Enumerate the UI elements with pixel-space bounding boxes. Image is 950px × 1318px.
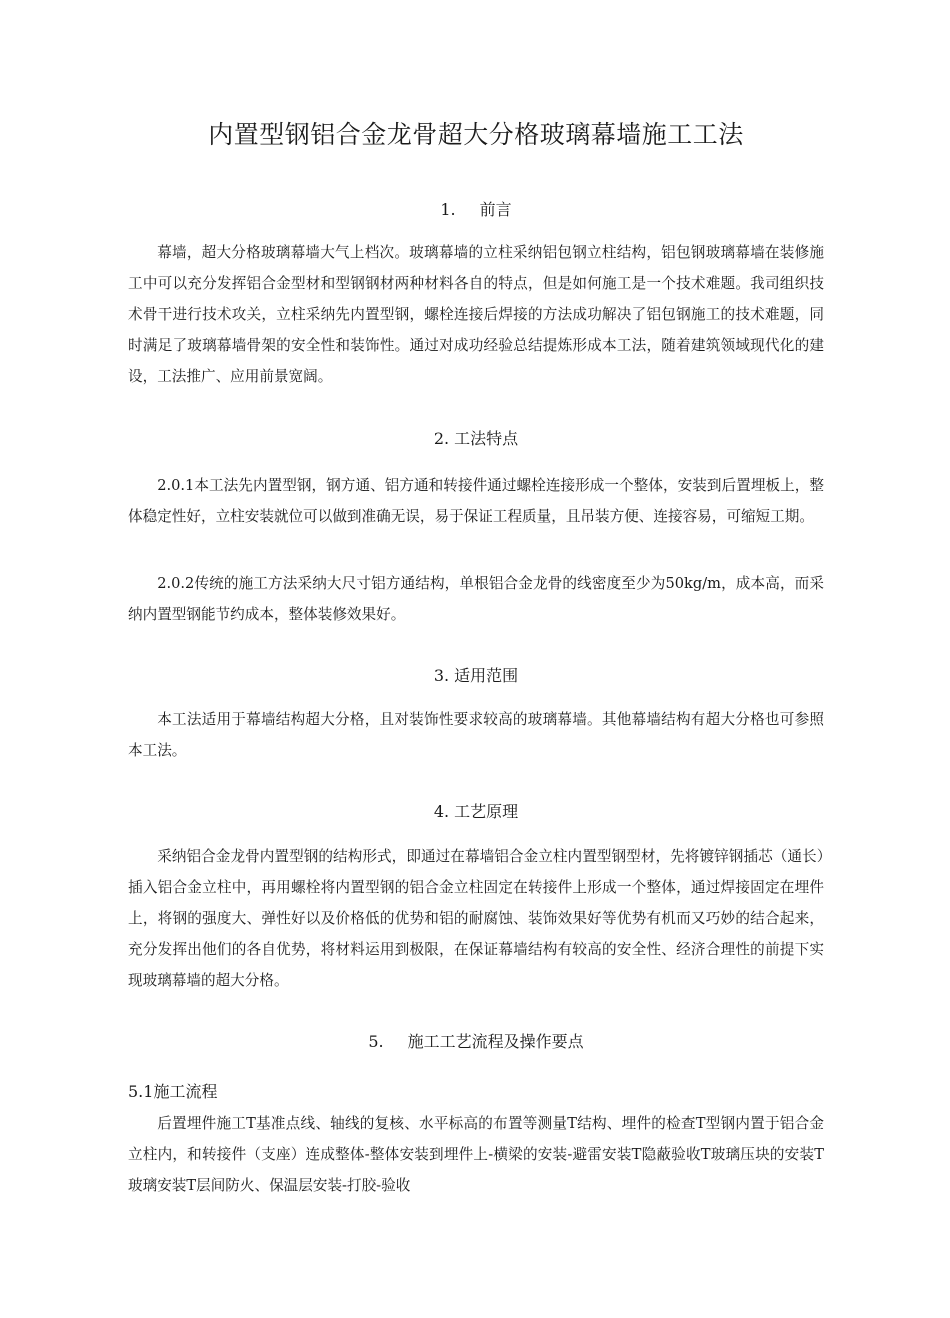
section-title: 施工工艺流程及操作要点 [407, 1032, 584, 1051]
subsection-5-1-paragraph: 后置埋件施工T基准点线、轴线的复核、水平标高的布置等测量T结构、埋件的检查T型钢内置于铝合金立柱内，和转接件（支座）连成整体-整体安装到埋件上-横梁的安装-避雷安装T隐蔽验收T玻璃压块的安装T玻璃安装T层间防火、保温层安装-打胶-验收 [128, 1115, 824, 1194]
section-5-heading [128, 1031, 824, 1053]
section-title: 前言 [479, 200, 512, 219]
section-title: 工法特点 [454, 429, 519, 448]
section-1-heading [128, 199, 824, 221]
section-number: 4. [433, 802, 450, 821]
section-4-heading [128, 801, 824, 823]
section-number: 2. [433, 429, 450, 448]
document-title: 内置型钢铝合金龙骨超大分格玻璃幕墙施工工法 [208, 120, 744, 149]
section-3-paragraph: 本工法适用于幕墙结构超大分格，且对装饰性要求较高的玻璃幕墙。其他幕墙结构有超大分格也可参照本工法。 [128, 711, 824, 759]
section-2-paragraph-1: 2.0.1本工法先内置型钢，钢方通、铝方通和转接件通过螺栓连接形成一个整体，安装到后置埋板上，整体稳定性好，立柱安装就位可以做到准确无误，易于保证工程质量，且吊装方便、连接容易，可缩短工期。 [128, 477, 824, 525]
section-number: 3. [433, 666, 450, 685]
section-1-paragraph: 幕墙，超大分格玻璃幕墙大气上档次。玻璃幕墙的立柱采纳铝包钢立柱结构，铝包钢玻璃幕墙在装修施工中可以充分发挥铝合金型材和型钢钢材两种材料各自的特点，但是如何施工是一个技术难题。我司组织技术骨干进行技术攻关，立柱采纳先内置型钢，螺栓连接后焊接的方法成功解决了铝包钢施工的技术难题，同时满足了玻璃幕墙骨架的安全性和装饰性。通过对成功经验总结提炼形成本工法，随着建筑领域现代化的建设，工法推广、应用前景宽阔。 [128, 244, 824, 385]
section-number: 1. [440, 200, 456, 219]
section-title: 适用范围 [454, 666, 519, 685]
section-4-paragraph: 采纳铝合金龙骨内置型钢的结构形式，即通过在幕墙铝合金立柱内置型钢型材，先将镀锌钢插芯（通长）插入铝合金立柱中，再用螺栓将内置型钢的铝合金立柱固定在转接件上形成一个整体，通过焊接固定在埋件上，将钢的强度大、弹性好以及价格低的优势和铝的耐腐蚀、装饰效果好等优势有机而又巧妙的结合起来，充分发挥出他们的各自优势，将材料运用到极限，在保证幕墙结构有较高的安全性、经济合理性的前提下实现玻璃幕墙的超大分格。 [128, 848, 824, 989]
subsection-5-1-heading: 5.1施工流程 [128, 1082, 218, 1101]
section-2-paragraph-2: 2.0.2传统的施工方法采纳大尺寸铝方通结构，单根铝合金龙骨的线密度至少为50kg/m，成本高，而采纳内置型钢能节约成本，整体装修效果好。 [128, 575, 824, 623]
section-2-heading [128, 428, 824, 450]
section-3-heading [128, 665, 824, 687]
section-number: 5. [368, 1032, 384, 1051]
section-title: 工艺原理 [454, 802, 519, 821]
